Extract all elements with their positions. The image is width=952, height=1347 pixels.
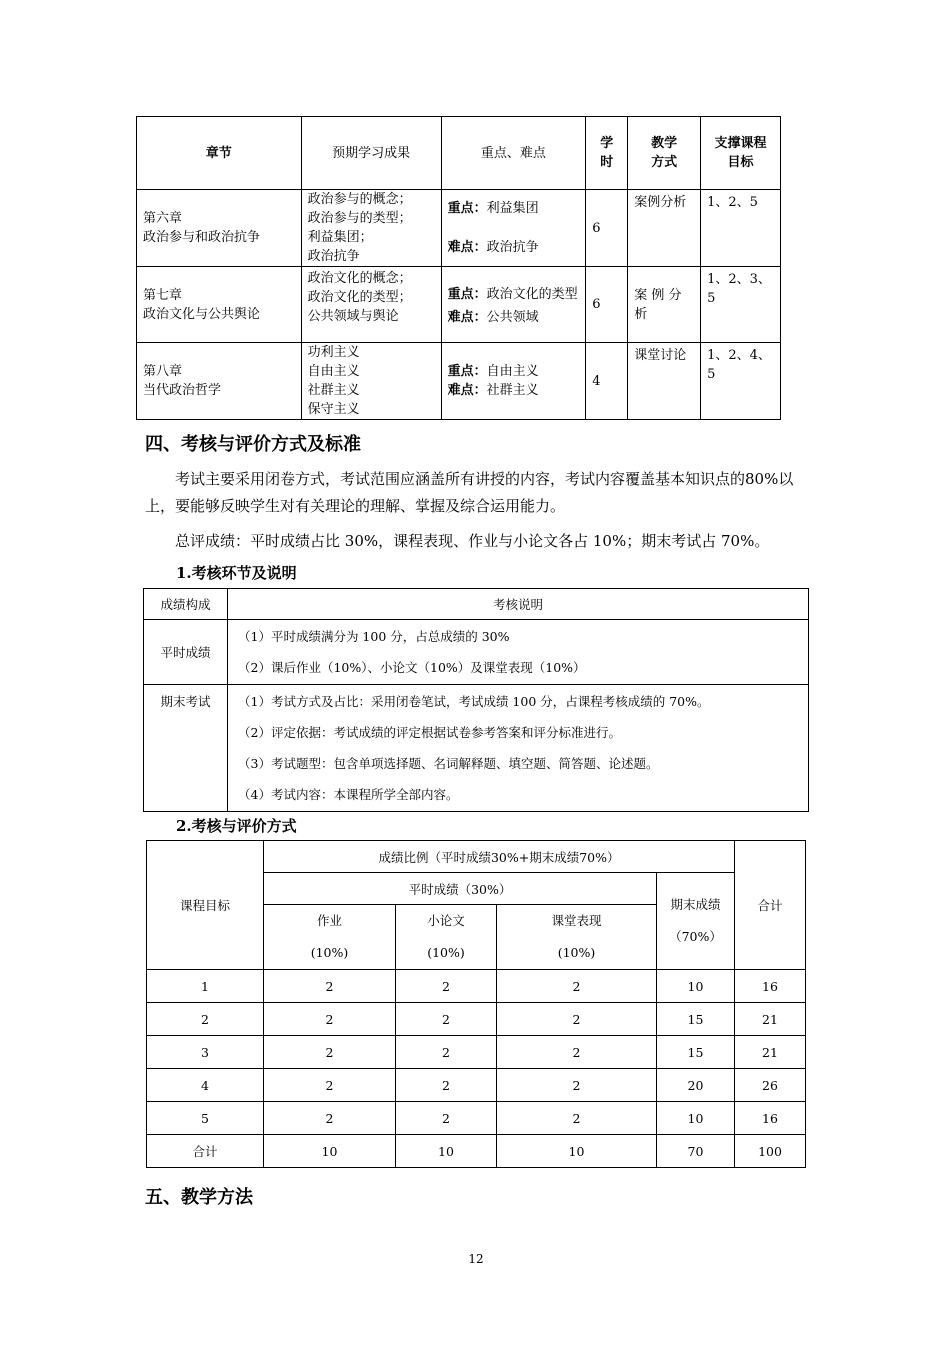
score-cell: 2: [497, 1069, 657, 1102]
key-text: 政治文化的类型: [486, 287, 578, 302]
score-cell: 2: [497, 1102, 657, 1135]
header-usual: 平时成绩（30%）: [264, 873, 657, 905]
score-cell: 4: [147, 1069, 264, 1102]
hours-cell: 4: [586, 343, 628, 420]
section-4-paragraph-2: 总评成绩：平时成绩占比 30%，课程表现、作业与小论文各占 10%；期末考试占 70%。: [175, 532, 770, 550]
score-cell: 2: [396, 1102, 497, 1135]
difficulty-text: 公共领域: [486, 310, 539, 325]
chapter-table-header: [137, 117, 781, 190]
chapter-row: [137, 190, 781, 267]
method-cell: 案 例 分 析: [628, 267, 701, 343]
key-point: [448, 199, 580, 218]
score-cell: 2: [264, 1102, 396, 1135]
description-line: （3）考试题型：包含单项选择题、名词解释题、填空题、简答题、论述题。: [238, 756, 659, 771]
section-5-heading: 五、教学方法: [145, 1187, 253, 1208]
score-table: [146, 840, 806, 1168]
difficulty-text: 政治抗争: [486, 240, 539, 255]
header-homework: [264, 905, 396, 970]
chapter-cell: [137, 267, 302, 343]
outcome-item: 保守主义: [307, 402, 360, 417]
key-label: 重点：: [447, 201, 487, 216]
score-cell: 5: [147, 1102, 264, 1135]
chapter-cell: [137, 343, 302, 420]
score-cell: 2: [497, 970, 657, 1003]
key-points-cell: [441, 343, 586, 420]
header-method: 教学 方式: [628, 117, 701, 190]
outcome-item: 利益集团；: [307, 230, 373, 245]
difficulty-label: 难点：: [447, 240, 487, 255]
assessment-table: [143, 588, 809, 812]
chapter-title: 政治参与和政治抗争: [143, 230, 261, 245]
page-number: 12: [468, 1252, 484, 1266]
score-cell: 2: [264, 1069, 396, 1102]
assessment-row: [144, 620, 809, 685]
key-point: [448, 362, 580, 381]
description-cell: [228, 685, 809, 812]
outcome-item: 政治参与的类型；: [307, 211, 412, 226]
header-class-pct: (10%): [557, 945, 596, 960]
objectives-cell: 1、2、3、5: [701, 267, 781, 343]
score-cell: 2: [396, 970, 497, 1003]
outcome-item: 政治抗争: [307, 249, 360, 264]
header-total: 合计: [735, 841, 806, 970]
outcome-item: 社群主义: [307, 383, 360, 398]
outcome-item: 政治参与的概念；: [307, 192, 412, 207]
key-points-cell: [441, 267, 586, 343]
header-hours: 学 时: [586, 117, 628, 190]
header-chapter: 章节: [137, 117, 302, 190]
header-essay-label: 小论文: [427, 913, 465, 928]
key-points-cell: [441, 190, 586, 267]
score-cell: 10: [657, 970, 735, 1003]
assessment-header: [144, 589, 809, 620]
header-homework-label: 作业: [316, 913, 342, 928]
score-row: [147, 1069, 806, 1102]
description-cell: [228, 620, 809, 685]
assessment-row: [144, 685, 809, 812]
difficulty: [448, 238, 580, 257]
outcome-item: 公共领域与舆论: [307, 309, 399, 324]
difficulty-label: 难点：: [447, 383, 487, 398]
score-cell: 2: [396, 1036, 497, 1069]
score-cell: 10: [396, 1135, 497, 1168]
score-cell: 100: [735, 1135, 806, 1168]
chapter-table: [136, 116, 781, 420]
score-total-row: [147, 1135, 806, 1168]
chapter-number: 第七章: [143, 287, 183, 303]
header-component: 成绩构成: [144, 589, 228, 620]
score-cell: 2: [147, 1003, 264, 1036]
key-label: 重点：: [447, 287, 487, 302]
score-cell: 1: [147, 970, 264, 1003]
score-cell: 2: [396, 1069, 497, 1102]
section-4-paragraph-1: 考试主要采用闭卷方式，考试范围应涵盖所有讲授的内容，考试内容覆盖基本知识点的80%以上，要能够反映学生对有关理论的理解、掌握及综合运用能力。: [145, 470, 794, 515]
header-outcomes: 预期学习成果: [301, 117, 441, 190]
subsection-2-heading: 2.考核与评价方式: [176, 817, 297, 835]
score-cell: 3: [147, 1036, 264, 1069]
outcomes-cell: [301, 267, 441, 343]
header-final-pct: （70%）: [669, 929, 722, 944]
score-cell: 2: [497, 1036, 657, 1069]
header-homework-pct: (10%): [310, 945, 349, 960]
score-cell: 70: [657, 1135, 735, 1168]
outcomes-cell: [301, 343, 441, 420]
chapter-number: 第八章: [143, 364, 183, 379]
score-cell: 21: [735, 1003, 806, 1036]
score-header-row: [147, 841, 806, 873]
score-cell: 15: [657, 1036, 735, 1069]
score-row: [147, 1036, 806, 1069]
score-row: [147, 1102, 806, 1135]
outcome-item: 政治文化的概念；: [307, 271, 412, 286]
objectives-cell: 1、2、5: [701, 190, 781, 267]
score-cell: 10: [657, 1102, 735, 1135]
method-cell: 案例分析: [628, 190, 701, 267]
score-cell: 2: [264, 1036, 396, 1069]
header-description: 考核说明: [228, 589, 809, 620]
key-text: 自由主义: [486, 364, 539, 379]
score-cell: 16: [735, 1102, 806, 1135]
description-line: （2）评定依据：考试成绩的评定根据试卷参考答案和评分标准进行。: [238, 725, 621, 740]
description-line: （2）课后作业（10%）、小论文（10%）及课堂表现（10%）: [238, 660, 586, 675]
score-cell: 10: [264, 1135, 396, 1168]
objectives-cell: 1、2、4、5: [701, 343, 781, 420]
header-objectives: 支撑课程 目标: [701, 117, 781, 190]
subsection-1-heading: 1.考核环节及说明: [176, 564, 297, 582]
score-cell: 16: [735, 970, 806, 1003]
score-cell: 15: [657, 1003, 735, 1036]
score-cell: 21: [735, 1036, 806, 1069]
key-label: 重点：: [447, 364, 487, 379]
score-cell: 2: [396, 1003, 497, 1036]
hours-cell: 6: [586, 190, 628, 267]
score-cell: 2: [497, 1003, 657, 1036]
header-final: [657, 873, 735, 970]
chapter-title: 当代政治哲学: [143, 383, 222, 398]
outcomes-cell: [301, 190, 441, 267]
hours-cell: 6: [586, 267, 628, 343]
description-line: （1）考试方式及占比：采用闭卷笔试，考试成绩 100 分，占课程考核成绩的 70%。: [238, 694, 710, 709]
outcome-item: 自由主义: [307, 364, 360, 379]
score-cell: 26: [735, 1069, 806, 1102]
outcome-item: 功利主义: [307, 345, 360, 360]
difficulty-text: 社群主义: [486, 383, 539, 398]
chapter-number: 第六章: [143, 211, 183, 226]
chapter-row: [137, 343, 781, 420]
key-text: 利益集团: [486, 201, 539, 216]
outcome-item: 政治文化的类型；: [307, 290, 412, 305]
score-cell: 10: [497, 1135, 657, 1168]
score-cell: 2: [264, 970, 396, 1003]
chapter-cell: [137, 190, 302, 267]
chapter-row: [137, 267, 781, 343]
header-essay: [396, 905, 497, 970]
score-row: [147, 1003, 806, 1036]
difficulty-label: 难点：: [447, 310, 487, 325]
description-line: （1）平时成绩满分为 100 分，占总成绩的 30%: [238, 629, 510, 644]
header-essay-pct: (10%): [427, 945, 465, 960]
key-point: [448, 282, 580, 308]
header-final-label: 期末成绩: [670, 897, 721, 912]
component-name: 平时成绩: [144, 620, 228, 685]
score-cell: 20: [657, 1069, 735, 1102]
score-row: [147, 970, 806, 1003]
chapter-title: 政治文化与公共舆论: [143, 306, 261, 322]
header-key-points: 重点、难点: [441, 117, 586, 190]
score-cell: 合计: [147, 1135, 264, 1168]
header-goal: 课程目标: [147, 841, 264, 970]
header-ratio: 成绩比例（平时成绩30%+期末成绩70%）: [264, 841, 735, 873]
description-line: （4）考试内容：本课程所学全部内容。: [238, 787, 459, 802]
difficulty: [448, 381, 580, 400]
component-name: 期末考试: [144, 685, 228, 812]
difficulty: [448, 308, 580, 327]
method-cell: 课堂讨论: [628, 343, 701, 420]
header-class-label: 课堂表现: [551, 913, 602, 928]
score-cell: 2: [264, 1003, 396, 1036]
header-class: [497, 905, 657, 970]
section-4-heading: 四、考核与评价方式及标准: [145, 434, 361, 455]
